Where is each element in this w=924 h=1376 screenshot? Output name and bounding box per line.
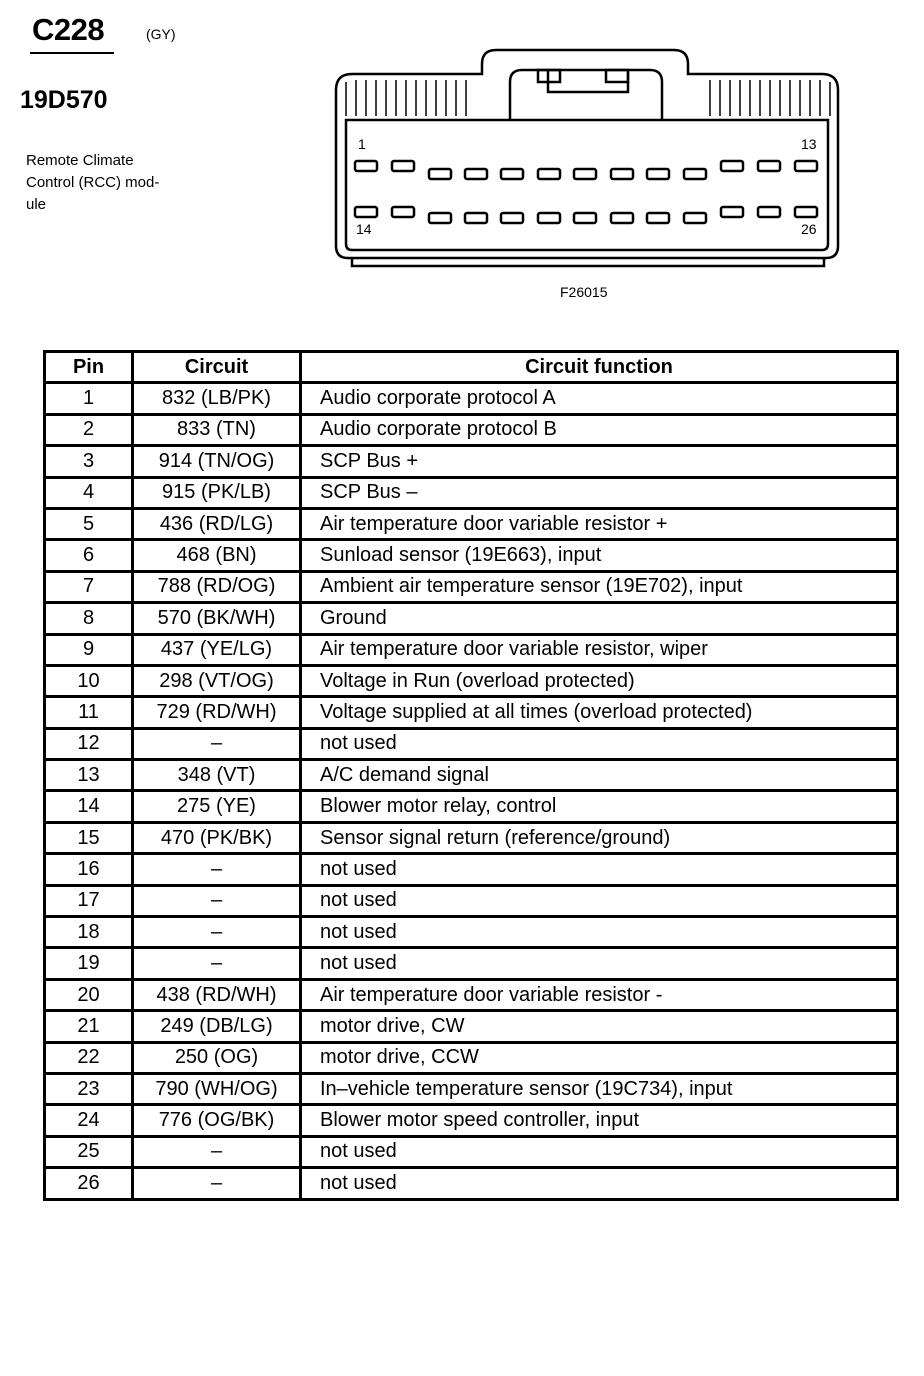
pin-cell: 7: [45, 571, 133, 602]
pin-cell: 16: [45, 854, 133, 885]
pin-cell: 20: [45, 979, 133, 1010]
circuit-cell: 915 (PK/LB): [133, 477, 301, 508]
pin-cell: 18: [45, 917, 133, 948]
circuit-function-cell: A/C demand signal: [301, 760, 898, 791]
pin-cell: 14: [45, 791, 133, 822]
pin-cell: 26: [45, 1168, 133, 1199]
circuit-function-cell: Ambient air temperature sensor (19E702), input: [301, 571, 898, 602]
circuit-function-cell: Audio corporate protocol A: [301, 383, 898, 414]
table-row: [45, 508, 898, 539]
circuit-function-cell: Voltage in Run (overload protected): [301, 665, 898, 696]
circuit-cell: –: [133, 1168, 301, 1199]
table-row: [45, 603, 898, 634]
table-row: [45, 1105, 898, 1136]
pin-cell: 1: [45, 383, 133, 414]
table-row: [45, 446, 898, 477]
circuit-cell: 790 (WH/OG): [133, 1073, 301, 1104]
pin-cell: 3: [45, 446, 133, 477]
circuit-cell: 788 (RD/OG): [133, 571, 301, 602]
connector-face-diagram: [0, 0, 924, 320]
pin-cell: 8: [45, 603, 133, 634]
circuit-function-cell: Air temperature door variable resistor -: [301, 979, 898, 1010]
circuit-function-cell: SCP Bus +: [301, 446, 898, 477]
pin-label-26: 26: [801, 221, 817, 237]
table-row: [45, 697, 898, 728]
pin-cell: 24: [45, 1105, 133, 1136]
table-row: [45, 1073, 898, 1104]
circuit-function-cell: not used: [301, 854, 898, 885]
table-row: [45, 1042, 898, 1073]
table-row: [45, 760, 898, 791]
table-row: [45, 885, 898, 916]
pin-cell: 6: [45, 540, 133, 571]
circuit-function-cell: Sensor signal return (reference/ground): [301, 822, 898, 853]
circuit-cell: 832 (LB/PK): [133, 383, 301, 414]
circuit-function-cell: not used: [301, 917, 898, 948]
table-row: [45, 917, 898, 948]
table-row: [45, 383, 898, 414]
circuit-cell: 298 (VT/OG): [133, 665, 301, 696]
circuit-function-cell: not used: [301, 1136, 898, 1167]
circuit-cell: 729 (RD/WH): [133, 697, 301, 728]
pin-cell: 19: [45, 948, 133, 979]
circuit-function-cell: not used: [301, 728, 898, 759]
circuit-cell: –: [133, 854, 301, 885]
circuit-cell: –: [133, 728, 301, 759]
circuit-function-cell: Air temperature door variable resistor +: [301, 508, 898, 539]
circuit-function-cell: Audio corporate protocol B: [301, 414, 898, 445]
table-row: [45, 540, 898, 571]
circuit-function-cell: Blower motor relay, control: [301, 791, 898, 822]
table-row: [45, 634, 898, 665]
table-row: [45, 822, 898, 853]
circuit-function-cell: Air temperature door variable resistor, wiper: [301, 634, 898, 665]
circuit-cell: –: [133, 948, 301, 979]
table-row: [45, 791, 898, 822]
module-name-line: Control (RCC) mod-: [26, 174, 160, 191]
table-row: [45, 477, 898, 508]
circuit-cell: 470 (PK/BK): [133, 822, 301, 853]
figure-id: F26015: [560, 284, 608, 300]
module-name-line: Remote Climate: [26, 152, 134, 169]
circuit-function-cell: Voltage supplied at all times (overload protected): [301, 697, 898, 728]
pin-label-14: 14: [356, 221, 372, 237]
circuit-cell: –: [133, 917, 301, 948]
circuit-cell: 468 (BN): [133, 540, 301, 571]
pinout-table: [43, 350, 899, 1201]
circuit-cell: 437 (YE/LG): [133, 634, 301, 665]
table-row: [45, 1011, 898, 1042]
pin-cell: 15: [45, 822, 133, 853]
table-row: [45, 979, 898, 1010]
circuit-cell: 436 (RD/LG): [133, 508, 301, 539]
pinout-table-body: [45, 383, 898, 1199]
connector-id: C228: [32, 12, 105, 47]
table-row: [45, 854, 898, 885]
circuit-cell: –: [133, 1136, 301, 1167]
circuit-cell: 250 (OG): [133, 1042, 301, 1073]
pin-cell: 21: [45, 1011, 133, 1042]
pin-cell: 25: [45, 1136, 133, 1167]
table-row: [45, 1136, 898, 1167]
pin-cell: 12: [45, 728, 133, 759]
pin-cell: 11: [45, 697, 133, 728]
circuit-cell: 348 (VT): [133, 760, 301, 791]
pin-cell: 17: [45, 885, 133, 916]
circuit-function-cell: motor drive, CW: [301, 1011, 898, 1042]
pin-label-13: 13: [801, 136, 817, 152]
circuit-cell: 570 (BK/WH): [133, 603, 301, 634]
circuit-function-cell: Blower motor speed controller, input: [301, 1105, 898, 1136]
pin-cell: 5: [45, 508, 133, 539]
table-row: [45, 665, 898, 696]
pin-cell: 10: [45, 665, 133, 696]
circuit-cell: 914 (TN/OG): [133, 446, 301, 477]
circuit-cell: 438 (RD/WH): [133, 979, 301, 1010]
circuit-function-cell: Ground: [301, 603, 898, 634]
circuit-function-cell: not used: [301, 1168, 898, 1199]
circuit-cell: 776 (OG/BK): [133, 1105, 301, 1136]
table-header-row: [45, 352, 898, 383]
circuit-function-cell: Sunload sensor (19E663), input: [301, 540, 898, 571]
part-number: 19D570: [20, 86, 108, 114]
table-row: [45, 948, 898, 979]
circuit-cell: 249 (DB/LG): [133, 1011, 301, 1042]
module-name-line: ule: [26, 196, 47, 213]
header-circuit-function: Circuit function: [301, 352, 898, 383]
pin-cell: 23: [45, 1073, 133, 1104]
pin-label-1: 1: [358, 136, 366, 152]
connector-color: (GY): [146, 26, 176, 42]
table-row: [45, 728, 898, 759]
circuit-function-cell: not used: [301, 885, 898, 916]
pin-cell: 22: [45, 1042, 133, 1073]
circuit-cell: 833 (TN): [133, 414, 301, 445]
circuit-function-cell: motor drive, CCW: [301, 1042, 898, 1073]
circuit-cell: 275 (YE): [133, 791, 301, 822]
header-circuit: Circuit: [133, 352, 301, 383]
table-row: [45, 571, 898, 602]
table-row: [45, 1168, 898, 1199]
table-row: [45, 414, 898, 445]
circuit-function-cell: not used: [301, 948, 898, 979]
circuit-function-cell: In–vehicle temperature sensor (19C734), input: [301, 1073, 898, 1104]
circuit-function-cell: SCP Bus –: [301, 477, 898, 508]
pin-cell: 13: [45, 760, 133, 791]
pin-cell: 2: [45, 414, 133, 445]
pin-cell: 4: [45, 477, 133, 508]
pin-cell: 9: [45, 634, 133, 665]
circuit-cell: –: [133, 885, 301, 916]
header-pin: Pin: [45, 352, 133, 383]
